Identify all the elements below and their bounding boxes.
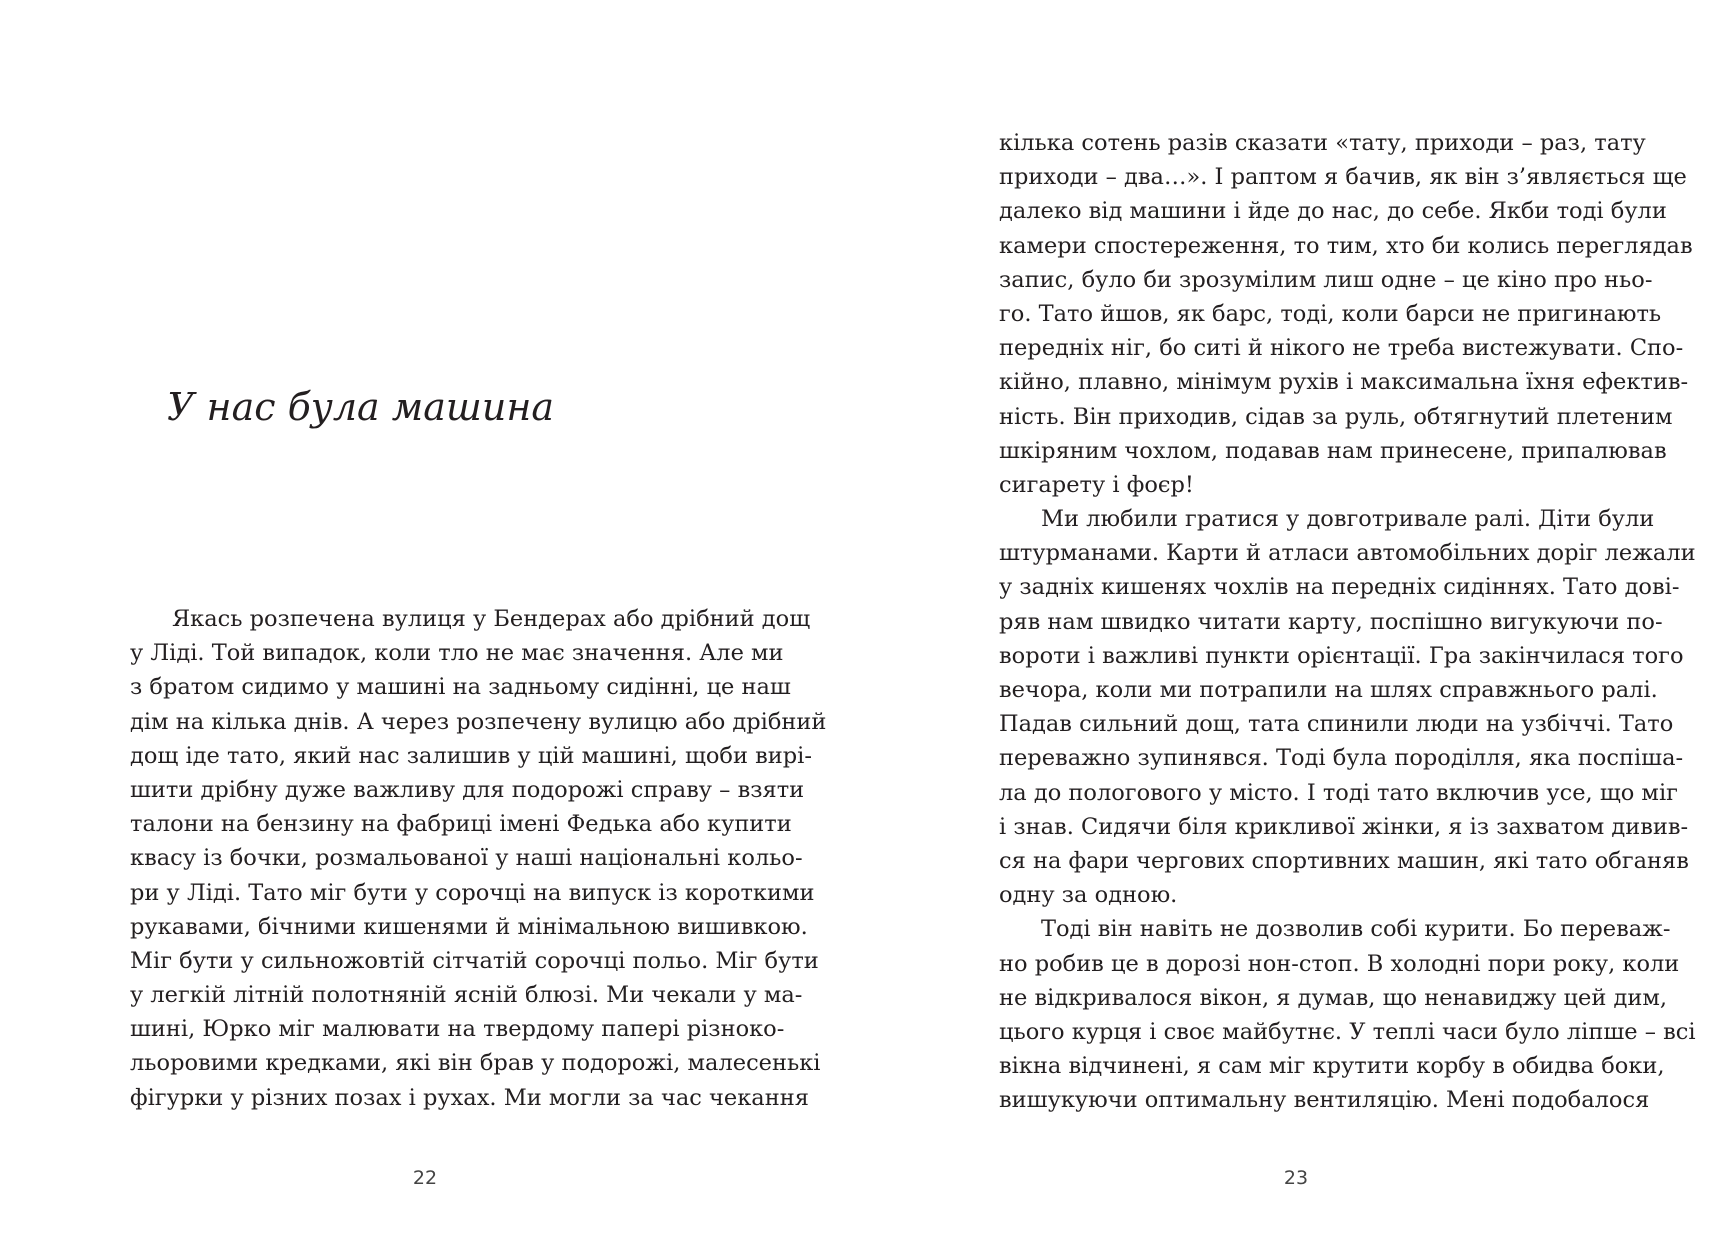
text-line: дощ іде тато, який нас залишив у цій машині, щоби вирі- <box>130 742 812 769</box>
text-line: у легкій літній полотняній ясній блюзі. Ми чекали у ма- <box>130 982 803 1009</box>
text-line: передніх ніг, бо ситі й нікого не треба вистежувати. Спо- <box>999 335 1684 362</box>
text-line: Ми любили гратися у довготривале ралі. Діти були <box>1041 506 1655 533</box>
left-body-text <box>130 602 827 1115</box>
text-line: вишукуючи оптимальну вентиляцію. Мені подобалося <box>999 1087 1650 1114</box>
text-line: не відкривалося вікон, я думав, що ненавиджу цей дим, <box>999 984 1667 1011</box>
page-number: 23 <box>1283 1167 1309 1189</box>
text-line: льоровими кредками, які він брав у подорожі, малесенькі <box>130 1050 821 1077</box>
text-line: кілька сотень разів сказати «тату, приходи – раз, тату <box>999 130 1646 156</box>
text-line: у Ліді. Той випадок, коли тло не має значення. Але ми <box>130 640 784 667</box>
text-line: шині, Юрко міг малювати на твердому папері різноко- <box>130 1016 785 1043</box>
text-line: шити дрібну дуже важливу для подорожі справу – взяти <box>130 776 805 803</box>
text-line: кійно, плавно, мінімум рухів і максимальна їхня ефектив- <box>999 369 1689 396</box>
chapter-title: У нас була машина <box>167 385 555 429</box>
text-line: далеко від машини і йде до нас, до себе. Якби тоді були <box>999 198 1667 225</box>
text-line: у задніх кишенях чохлів на передніх сидіннях. Тато дові- <box>999 574 1680 601</box>
text-line: Тоді він навіть не дозволив собі курити. Бо перевaж- <box>1041 916 1671 943</box>
text-line: з братом сидимо у машині на задньому сидінні, це наш <box>130 674 791 701</box>
left-page <box>0 0 856 1258</box>
text-line: Міг бути у сильножовтій сітчатій сорочці польо. Міг бути <box>130 947 819 974</box>
text-line: приходи – два…». І раптом я бачив, як він з’являється ще <box>999 164 1687 191</box>
text-line: Якась розпечена вулиця у Бендерах або дрібний дощ <box>172 606 811 632</box>
text-line: рукавами, бічними кишенями й мінімальною вишивкою. <box>130 913 808 940</box>
text-line: вороти і важливі пункти орієнтації. Гра закінчилася того <box>999 642 1684 669</box>
text-line: сигарету і фоєр! <box>999 471 1194 498</box>
text-line: цього курця і своє майбутнє. У теплі часи було ліпше – всі <box>999 1018 1696 1045</box>
text-line: квасу із бочки, розмальованої у наші національні кольо- <box>130 845 803 872</box>
text-line: штурманами. Карти й атласи автомобільних доріг лежали <box>999 540 1696 567</box>
text-line: камери спостереження, то тим, хто би колись переглядав <box>999 232 1693 259</box>
text-line: дім на кілька днів. А через розпечену вулицю або дрібний <box>130 708 827 735</box>
text-line: ри у Ліді. Тато міг бути у сорочці на випуск із короткими <box>130 879 815 906</box>
right-page <box>856 0 1713 1258</box>
text-line: фігурки у різних позах і рухах. Ми могли за час чекання <box>130 1084 809 1111</box>
text-line: вікна відчинені, я сам міг крутити корбу в обидва боки, <box>999 1053 1665 1080</box>
text-line: ла до пологового у місто. І тоді тато включив усе, що міг <box>999 779 1678 806</box>
text-line: ряв нам швидко читати карту, поспішно вигукуючи по- <box>999 608 1663 635</box>
right-body-text <box>999 126 1696 1117</box>
text-line: запис, було би зрозумілим лиш одне – це кіно про ньо- <box>999 266 1653 293</box>
text-line: переважно зупинявся. Тоді була породілля, яка поспіша- <box>999 745 1684 772</box>
text-line: шкіряним чохлом, подавав нам принесене, припалював <box>999 437 1667 464</box>
text-line: ся на фари чергових спортивних машин, які тато обганяв <box>999 847 1689 874</box>
text-line: і знав. Сидячи біля крикливої жінки, я із захватом дивив- <box>999 813 1689 840</box>
text-line: но робив це в дорозі нон-стоп. В холодні пори року, коли <box>999 950 1680 977</box>
page-number: 22 <box>412 1167 438 1189</box>
text-line: ність. Він приходив, сідав за руль, обтягнутий плетеним <box>999 403 1673 430</box>
text-line: вечора, коли ми потрапили на шлях справжнього ралі. <box>999 677 1658 703</box>
text-line: талони на бензину на фабриці імені Федька або купити <box>130 811 792 838</box>
text-line: го. Тато йшов, як барс, тоді, коли барси не пригинають <box>999 300 1662 327</box>
text-line: одну за одною. <box>999 882 1178 909</box>
text-line: Падав сильний дощ, тата спинили люди на узбіччі. Тато <box>999 711 1674 738</box>
